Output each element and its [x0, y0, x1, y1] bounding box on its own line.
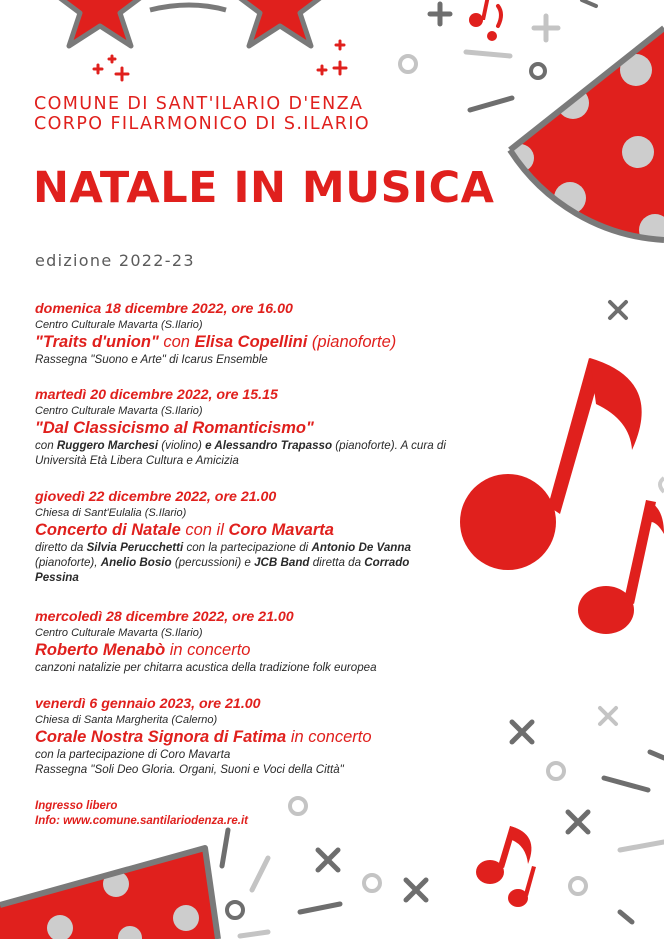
event-item: [35, 696, 455, 777]
text-run: (pianoforte). A cura di Università Età Libera Cultura e Amicizia: [35, 439, 446, 467]
emphasis-text: Silvia Perucchetti: [86, 541, 184, 554]
plus-icon: [318, 66, 326, 74]
event-title: [35, 418, 455, 438]
text-run: Rassegna "Suono e Arte" di Icarus Ensemble: [35, 353, 268, 366]
dash-icon: [252, 858, 268, 890]
event-title: [35, 727, 455, 747]
circle-icon: [364, 875, 380, 891]
text-run: (pianoforte),: [35, 556, 101, 569]
emphasis-text: JCB Band: [254, 556, 310, 569]
dash-icon: [604, 778, 648, 790]
organizer-line-2: CORPO FILARMONICO DI S.ILARIO: [34, 114, 371, 134]
event-description: [35, 660, 455, 675]
plus-icon: [116, 68, 128, 80]
info-link[interactable]: Info: www.comune.santilariodenza.re.it: [35, 815, 248, 827]
dash-icon: [222, 830, 228, 866]
event-title: [35, 520, 455, 540]
polka-dot-fan-icon: [506, 28, 664, 246]
event-item: [35, 489, 455, 585]
page-title: NATALE IN MUSICA: [33, 163, 495, 213]
emphasis-text: Corrado Pessina: [35, 556, 410, 584]
plus-icon: [109, 56, 115, 62]
text-run: Rassegna "Soli Deo Gloria. Organi, Suoni e Voci della Città": [35, 763, 344, 776]
music-note-icon: [469, 0, 501, 41]
event-description: [35, 540, 455, 585]
music-note-icon: [578, 500, 664, 634]
music-note-icon: [460, 358, 642, 570]
event-date: martedì 20 dicembre 2022, ore 15.15: [35, 387, 278, 403]
plus-icon: [610, 302, 626, 318]
emphasis-text: Ruggero Marchesi: [56, 439, 159, 452]
plus-icon: [600, 708, 616, 724]
event-venue: Chiesa di Sant'Eulalia (S.Ilario): [35, 507, 187, 519]
event-venue: Chiesa di Santa Margherita (Calerno): [35, 714, 218, 726]
emphasis-text: Concerto di Natale: [35, 521, 181, 539]
event-venue: Centro Culturale Mavarta (S.Ilario): [35, 627, 203, 639]
plus-icon: [336, 41, 344, 49]
emphasis-text: Corale Nostra Signora di Fatima: [35, 728, 287, 746]
dash-icon: [650, 752, 664, 758]
dash-icon: [582, 0, 596, 6]
text-run: con la partecipazione di Coro Mavarta: [35, 748, 231, 761]
emphasis-text: Antonio De Vanna: [311, 541, 411, 554]
text-run: canzoni natalizie per chitarra acustica della tradizione folk europea: [35, 661, 377, 674]
text-run: con il: [180, 521, 229, 539]
emphasis-text: "Traits d'union": [35, 333, 159, 351]
text-run: in concerto: [165, 641, 251, 659]
event-date: giovedì 22 dicembre 2022, ore 21.00: [35, 489, 277, 505]
edition-label: edizione 2022-23: [35, 251, 195, 270]
emphasis-text: "Dal Classicismo al Romanticismo": [35, 419, 314, 437]
event-description: [35, 747, 455, 777]
plus-icon: [94, 65, 102, 73]
text-run: (violino): [158, 439, 206, 452]
plus-icon: [534, 16, 558, 40]
emphasis-text: Elisa Copellini: [194, 333, 308, 351]
emphasis-text: e Alessandro Trapasso: [205, 439, 333, 452]
emphasis-text: Coro Mavarta: [228, 521, 334, 539]
event-title: [35, 640, 455, 660]
text-run: (percussioni) e: [171, 556, 255, 569]
event-title: [35, 332, 455, 352]
dash-icon: [150, 5, 226, 10]
emphasis-text: Anelio Bosio: [100, 556, 172, 569]
event-date: venerdì 6 gennaio 2023, ore 21.00: [35, 696, 261, 712]
event-item: [35, 387, 455, 468]
text-run: con: [158, 333, 195, 351]
text-run: con: [35, 439, 57, 452]
dash-icon: [620, 842, 664, 850]
dash-icon: [470, 98, 512, 110]
plus-icon: [430, 4, 450, 24]
star-icon: [232, 0, 328, 46]
plus-icon: [568, 812, 588, 832]
organizer-line-1: COMUNE DI SANT'ILARIO D'ENZA: [34, 94, 364, 114]
text-run: (pianoforte): [307, 333, 397, 351]
circle-icon: [570, 878, 586, 894]
circle-icon: [531, 64, 545, 78]
dash-icon: [240, 932, 268, 936]
text-run: diretto da: [35, 541, 87, 554]
circle-icon: [227, 902, 243, 918]
circle-icon: [548, 763, 564, 779]
text-run: con la partecipazione di: [183, 541, 312, 554]
event-venue: Centro Culturale Mavarta (S.Ilario): [35, 319, 203, 331]
entry-note: Ingresso libero: [35, 800, 118, 812]
music-note-icon: [476, 826, 536, 907]
plus-icon: [512, 722, 532, 742]
event-date: mercoledì 28 dicembre 2022, ore 21.00: [35, 609, 294, 625]
event-item: [35, 609, 455, 675]
event-description: [35, 438, 455, 468]
plus-icon: [334, 62, 346, 74]
event-description: [35, 352, 455, 367]
plus-icon: [318, 850, 338, 870]
dash-icon: [300, 904, 340, 912]
event-item: [35, 301, 455, 367]
star-icon: [52, 0, 148, 46]
text-run: diretta da: [309, 556, 365, 569]
dash-icon: [660, 478, 664, 492]
event-venue: Centro Culturale Mavarta (S.Ilario): [35, 405, 203, 417]
dash-icon: [466, 52, 510, 56]
dash-icon: [620, 912, 632, 922]
footer: [35, 799, 248, 829]
polka-dot-fan-icon: [0, 848, 218, 939]
emphasis-text: Roberto Menabò: [35, 641, 166, 659]
event-date: domenica 18 dicembre 2022, ore 16.00: [35, 301, 293, 317]
plus-icon: [406, 880, 426, 900]
circle-icon: [400, 56, 416, 72]
circle-icon: [290, 798, 306, 814]
text-run: in concerto: [286, 728, 372, 746]
